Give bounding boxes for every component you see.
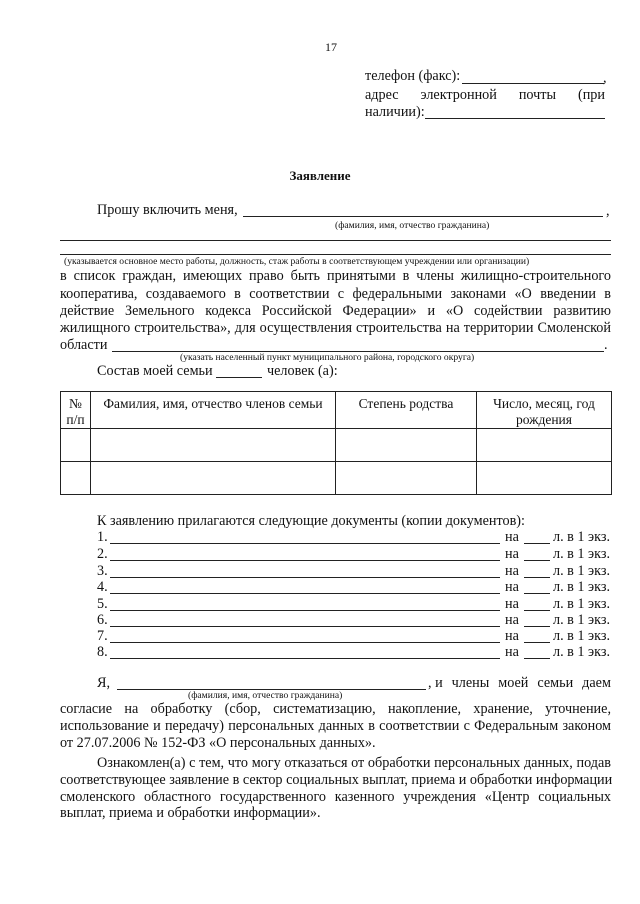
doc-number: 6. [97, 612, 108, 628]
doc-number: 7. [97, 628, 108, 644]
doc-line [110, 543, 500, 544]
consent-line: использование и передачу) персональных данных в соответствии с Федеральным законом [60, 718, 611, 734]
doc-sheet-count-line [524, 642, 550, 643]
col-header-fio: Фамилия, имя, отчество членов семьи [91, 392, 336, 429]
request-lead: Прошу включить меня, [97, 202, 238, 218]
doc-on: на [505, 563, 519, 579]
email-word: электронной [420, 87, 497, 103]
consent-line: согласие на обработку (сбор, систематизацию, накопление, хранение, уточнение, [60, 701, 611, 717]
doc-on: на [505, 612, 519, 628]
consent-after-name [428, 675, 611, 692]
table-cell [61, 462, 91, 495]
applicant-name-line [243, 216, 603, 217]
consent-last-line: от 27.07.2006 № 152-ФЗ «О персональных данных». [60, 735, 376, 751]
page-number: 17 [325, 40, 337, 54]
doc-sheets: л. в 1 экз. [553, 563, 611, 579]
doc-number: 5. [97, 596, 108, 612]
phone-comma: , [603, 70, 607, 86]
doc-sheet-count-line [524, 593, 550, 594]
col-header-relation: Степень родства [336, 392, 477, 429]
table-cell [91, 429, 336, 462]
work-line-2 [60, 254, 611, 255]
consent-word: семьи [537, 675, 574, 691]
ack-last-line: выплат, приема и обработки информации». [60, 805, 321, 821]
region-label: области [60, 337, 108, 353]
doc-line [110, 577, 500, 578]
email-label-line2: наличии): [365, 104, 425, 120]
documents-intro: К заявлению прилагаются следующие документы (копии документов): [97, 513, 525, 529]
doc-sheet-count-line [524, 577, 550, 578]
email-word: почты [518, 87, 557, 103]
ack-line-first: Ознакомлен(а) с тем, что могу отказаться от обработки персональных данных, подав [97, 755, 611, 771]
doc-on: на [505, 546, 519, 562]
phone-label: телефон (факс): [365, 68, 461, 84]
email-word: (при [577, 87, 605, 103]
col-header-number: № п/п [61, 392, 91, 429]
table-row [61, 462, 612, 495]
ack-line: соответствующее заявление в сектор социальных выплат, приема и обработки информации [60, 772, 613, 788]
email-word: адрес [365, 87, 399, 103]
doc-on: на [505, 644, 519, 660]
doc-sheet-count-line [524, 560, 550, 561]
doc-line [110, 560, 500, 561]
doc-sheets: л. в 1 экз. [553, 644, 611, 660]
doc-on: на [505, 529, 519, 545]
phone-line [462, 83, 604, 84]
table-row [61, 429, 612, 462]
ack-line: смоленского областного государственного казенного учреждения «Центр социальных [60, 789, 611, 805]
consent-word: даем [582, 675, 611, 691]
doc-sheets: л. в 1 экз. [553, 628, 611, 644]
consent-fio-hint: (фамилия, имя, отчество гражданина) [188, 690, 343, 701]
fio-hint: (фамилия, имя, отчество гражданина) [335, 220, 490, 231]
table-cell [477, 462, 612, 495]
consent-ya: Я, [97, 675, 111, 691]
table-cell [91, 462, 336, 495]
family-table [60, 391, 612, 495]
doc-line [110, 642, 500, 643]
family-table-header [61, 392, 612, 429]
doc-sheet-count-line [524, 658, 550, 659]
doc-on: на [505, 579, 519, 595]
family-label-after: человек (а): [267, 363, 338, 379]
doc-line [110, 626, 500, 627]
work-hint: (указывается основное место работы, должность, стаж работы в соответствующем учреждении или организации) [64, 256, 530, 267]
request-paragraph-line: кооператива, создаваемого в соответствии с федеральными законами «О введении в [60, 286, 611, 302]
request-comma: , [606, 203, 610, 219]
doc-sheet-count-line [524, 543, 550, 544]
request-paragraph-line: действие Земельного кодекса Российской Федерации» и «О содействии развитию [60, 303, 611, 319]
family-label: Состав моей семьи [97, 363, 213, 379]
table-cell [477, 429, 612, 462]
doc-line [110, 658, 500, 659]
document-title: Заявление [289, 168, 351, 183]
doc-number: 2. [97, 546, 108, 562]
table-cell [336, 429, 477, 462]
family-count-line [216, 377, 262, 378]
consent-word: моей [498, 675, 529, 691]
consent-word: , и [428, 675, 443, 691]
doc-line [110, 593, 500, 594]
doc-sheet-count-line [524, 610, 550, 611]
doc-on: на [505, 596, 519, 612]
email-label-line1 [365, 87, 605, 104]
doc-sheets: л. в 1 экз. [553, 579, 611, 595]
col-header-birthdate: Число, месяц, год рождения [477, 392, 612, 429]
doc-sheet-count-line [524, 626, 550, 627]
doc-sheets: л. в 1 экз. [553, 546, 611, 562]
work-line-1 [60, 240, 611, 241]
doc-sheets: л. в 1 экз. [553, 529, 611, 545]
region-hint: (указать населенный пункт муниципального района, городского округа) [180, 352, 475, 363]
request-paragraph-line: жилищного строительства», для осуществления строительства на территории Смоленской [60, 320, 611, 336]
doc-on: на [505, 628, 519, 644]
doc-number: 3. [97, 563, 108, 579]
table-cell [61, 429, 91, 462]
region-dot: . [604, 337, 608, 353]
doc-number: 1. [97, 529, 108, 545]
doc-number: 4. [97, 579, 108, 595]
consent-word: члены [451, 675, 490, 691]
doc-sheets: л. в 1 экз. [553, 596, 611, 612]
table-cell [336, 462, 477, 495]
request-paragraph-line: в список граждан, имеющих право быть принятыми в члены жилищно-строительного [60, 268, 611, 284]
doc-number: 8. [97, 644, 108, 660]
doc-line [110, 610, 500, 611]
doc-sheets: л. в 1 экз. [553, 612, 611, 628]
email-line [425, 118, 605, 119]
